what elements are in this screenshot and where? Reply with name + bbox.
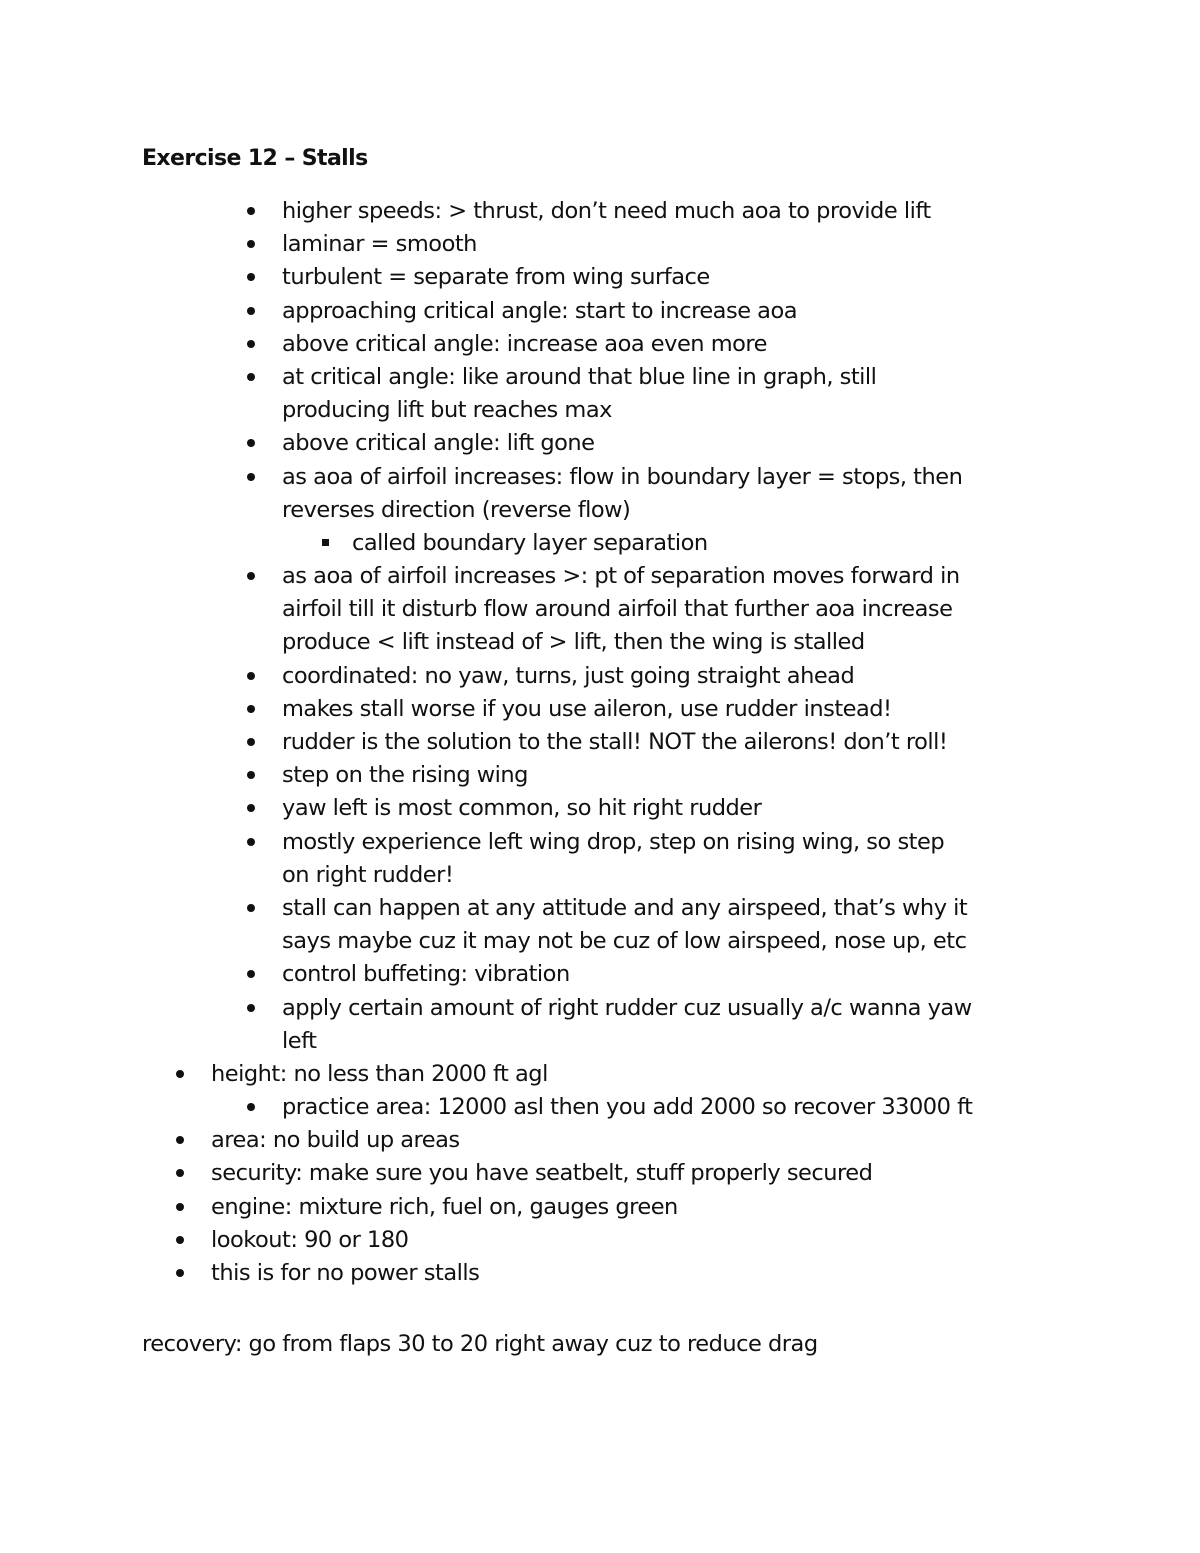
list-item-text: as aoa of airfoil increases: flow in boundary layer = stops, then [282,463,963,490]
list-item-continuation [0,494,1200,527]
bullet-icon [247,439,255,447]
list-item-text: airfoil till it disturb flow around airfoil that further aoa increase [282,596,953,623]
bullet-icon [247,970,255,978]
bullet-icon [247,207,255,215]
list-item [0,693,1200,726]
bullet-icon [176,1169,184,1177]
bullet-icon [247,473,255,481]
list-item-continuation [0,1025,1200,1058]
list-item [0,660,1200,693]
list-item-continuation [0,626,1200,659]
list-item [0,195,1200,228]
list-item-text: higher speeds: > thrust, don’t need much aoa to provide lift [282,198,931,224]
list-item [0,1191,1200,1224]
list-item-text: on right rudder! [282,861,454,888]
bullet-icon [247,804,255,812]
bullet-icon [247,1004,255,1012]
list-item-text: this is for no power stalls [211,1260,480,1286]
list-item [0,726,1200,759]
list-item [0,461,1200,494]
list-item [0,361,1200,394]
bullet-icon [176,1070,184,1078]
list-item [0,527,1200,560]
list-item-text: step on the rising wing [282,762,528,789]
list-item [0,1257,1200,1290]
list-item-text: reverses direction (reverse flow) [282,496,631,523]
list-item-text: makes stall worse if you use aileron, use rudder instead! [282,695,892,722]
list-item [0,228,1200,261]
bullet-icon [247,771,255,779]
list-item-text: coordinated: no yaw, turns, just going straight ahead [282,662,855,689]
bullet-icon [247,572,255,580]
list-item [0,295,1200,328]
list-item-text: stall can happen at any attitude and any airspeed, that’s why it [282,894,968,921]
list-item [0,759,1200,792]
bullet-icon [176,1269,184,1277]
bullet-icon [247,340,255,348]
list-item-text: called boundary layer separation [352,529,708,556]
list-item [0,792,1200,825]
recovery-paragraph: recovery: go from flaps 30 to 20 right away cuz to reduce drag [142,1331,818,1357]
list-item [0,1224,1200,1257]
bullet-icon [247,705,255,713]
list-item-text: practice area: 12000 asl then you add 2000 so recover 33000 ft [282,1094,973,1121]
list-item-text: height: no less than 2000 ft agl [211,1060,548,1087]
list-item-text: turbulent = separate from wing surface [282,264,710,291]
list-item-text: apply certain amount of right rudder cuz usually a/c wanna yaw [282,994,972,1021]
list-item [0,261,1200,294]
list-item-continuation [0,925,1200,958]
list-item-text: as aoa of airfoil increases >: pt of separation moves forward in [282,563,960,590]
list-item-continuation [0,394,1200,427]
list-item-text: says maybe cuz it may not be cuz of low airspeed, nose up, etc [282,928,967,955]
bullet-icon [247,273,255,281]
list-item-text: area: no build up areas [211,1127,460,1154]
bullet-icon [176,1136,184,1144]
bullet-icon [247,1103,255,1111]
list-item-text: lookout: 90 or 180 [211,1226,409,1253]
list-item-text: above critical angle: increase aoa even more [282,330,767,357]
list-item-text: yaw left is most common, so hit right rudder [282,795,762,822]
list-item [0,892,1200,925]
list-item-text: approaching critical angle: start to increase aoa [282,297,798,324]
bullet-icon [247,240,255,248]
list-item [0,1124,1200,1157]
bullet-icon [247,738,255,746]
list-item [0,1157,1200,1190]
list-item-text: rudder is the solution to the stall! NOT the ailerons! don’t roll! [282,729,948,755]
list-item-text: engine: mixture rich, fuel on, gauges green [211,1193,678,1220]
bullet-icon [247,838,255,846]
bullet-icon [247,373,255,381]
list-item [0,1058,1200,1091]
bullet-list [0,195,1200,1290]
list-item [0,1091,1200,1124]
list-item-text: above critical angle: lift gone [282,430,595,457]
list-item-text: mostly experience left wing drop, step on rising wing, so step [282,828,945,855]
list-item [0,958,1200,991]
list-item-text: at critical angle: like around that blue line in graph, still [282,363,877,390]
bullet-icon [176,1236,184,1244]
list-item [0,328,1200,361]
list-item [0,826,1200,859]
list-item [0,992,1200,1025]
list-item-continuation [0,593,1200,626]
list-item-text: left [282,1027,317,1054]
bullet-icon [176,1203,184,1211]
bullet-icon [247,307,255,315]
bullet-icon [247,904,255,912]
list-item-text: produce < lift instead of > lift, then the wing is stalled [282,629,865,656]
list-item-text: control buffeting: vibration [282,961,570,988]
list-item-text: laminar = smooth [282,231,477,258]
square-bullet-icon [322,539,329,546]
list-item-text: producing lift but reaches max [282,397,612,424]
list-item-text: security: make sure you have seatbelt, stuff properly secured [211,1160,873,1187]
list-item [0,560,1200,593]
list-item [0,427,1200,460]
bullet-icon [247,672,255,680]
page-title: Exercise 12 – Stalls [142,146,368,171]
list-item-continuation [0,859,1200,892]
